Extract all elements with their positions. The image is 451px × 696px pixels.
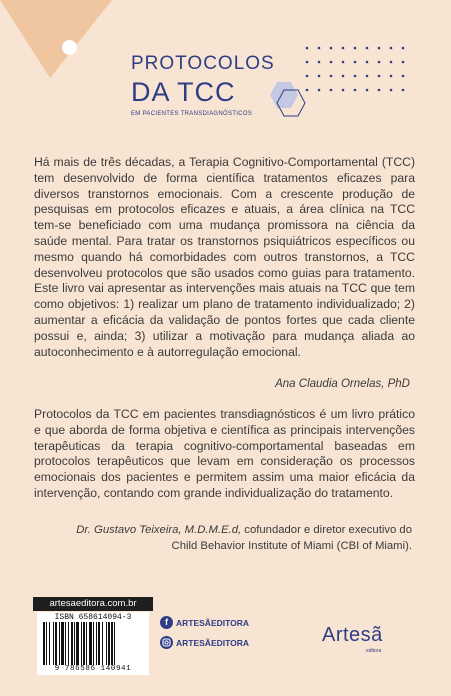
barcode-bar <box>59 622 60 665</box>
barcode-bar <box>111 622 113 665</box>
barcode-number: 9 786586 140941 <box>54 665 132 673</box>
facebook-link[interactable] <box>160 614 249 631</box>
signature-2-role-1: cofundador e diretor executivo do <box>241 524 412 536</box>
instagram-link[interactable] <box>160 634 249 651</box>
barcode-bar <box>114 622 115 665</box>
barcode-bar <box>89 622 92 665</box>
dot-grid-decoration <box>305 46 415 106</box>
instagram-icon <box>160 636 173 649</box>
publisher-logo <box>322 624 383 654</box>
barcode-bar <box>102 622 103 665</box>
facebook-handle: ARTESÃEDITORA <box>176 617 250 628</box>
corner-triangle-decoration <box>0 0 120 90</box>
white-dot-decoration <box>62 40 77 55</box>
barcode-bar <box>61 622 64 665</box>
barcode-bar <box>74 622 75 665</box>
barcode-bar <box>83 622 85 665</box>
barcode <box>37 612 149 675</box>
publisher-logo-text: Artesã <box>322 624 383 646</box>
barcode-bar <box>49 622 50 665</box>
barcode-bars <box>43 622 143 665</box>
synopsis-text-1: Há mais de três décadas, a Terapia Cognitivo-Comportamental (TCC) tem desenvolvido de forma científica tratamentos eficazes para diversos transtornos emocionais. Com a crescente produção de pesquisas em protocolos eficazes e atuais, a área clínica na TCC tem-se beneficiado com uma mudança promissora na ciência da saúde mental. Para tratar os transtornos psiquiátricos específicos ou mesmo quando há comorbidades com outros transtornos, a TCC desenvolveu protocolos que são usados como guias para tratamento. Este livro vai apresentar as intervenções mais atuais na TCC que tem como objetivos: 1) realizar um plano de tratamento individualizado; 2) aumentar a eficácia da validação de pontos fortes que cada cliente possui e, ainda; 3) utilizar a motivação para mudança aliada ao autoconhecimento e à autorregulação emocional. <box>34 155 415 359</box>
synopsis-text-2: Protocolos da TCC em pacientes transdiagnósticos é um livro prático e que aborda de forma objetiva e científica as principais intervenções terapêuticas da terapia cognitivo-comportamental baseadas em protocolos terapêuticos que levam em consideração os processos emocionais dos pacientes e permitem assim uma maior eficácia da intervenção, contando com grande individualização do tratamento. <box>34 407 415 500</box>
barcode-bar <box>108 622 110 665</box>
website-label: artesaeditora.com.br <box>33 597 153 611</box>
barcode-bar <box>93 622 94 665</box>
barcode-bar <box>71 622 73 665</box>
barcode-bar <box>43 622 45 665</box>
barcode-bar <box>86 622 87 665</box>
book-subtitle: EM PACIENTES TRANSDIAGNÓSTICOS <box>131 111 253 117</box>
barcode-bar <box>98 622 100 665</box>
barcode-bar <box>68 622 69 665</box>
synopsis-paragraph-2 <box>34 407 415 502</box>
synopsis-paragraph-1 <box>34 155 415 360</box>
barcode-bar <box>46 622 47 665</box>
title-line-1: PROTOCOLOS <box>131 53 275 74</box>
barcode-block <box>33 597 153 675</box>
instagram-handle: ARTESÃEDITORA <box>176 637 250 648</box>
barcode-bar <box>55 622 57 665</box>
publisher-logo-sub: editora <box>366 648 382 654</box>
signature-2-name: Dr. Gustavo Teixeira, M.D.M.E.d, <box>76 524 242 536</box>
barcode-bar <box>65 622 66 665</box>
barcode-bar <box>106 622 107 665</box>
signature-2 <box>40 523 412 554</box>
signature-1: Ana Claudia Ornelas, PhD <box>275 378 410 390</box>
isbn-label: ISBN 658614094-3 <box>54 613 132 622</box>
barcode-bar <box>53 622 54 665</box>
signature-2-role-2: Child Behavior Institute of Miami (CBI of Miami). <box>171 539 412 552</box>
facebook-icon: f <box>160 616 173 629</box>
social-links <box>160 614 249 654</box>
barcode-bar <box>96 622 97 665</box>
barcode-bar <box>81 622 82 665</box>
barcode-bar <box>76 622 79 665</box>
hexagon-decoration <box>262 78 306 120</box>
title-line-2: DA TCC <box>131 77 236 107</box>
